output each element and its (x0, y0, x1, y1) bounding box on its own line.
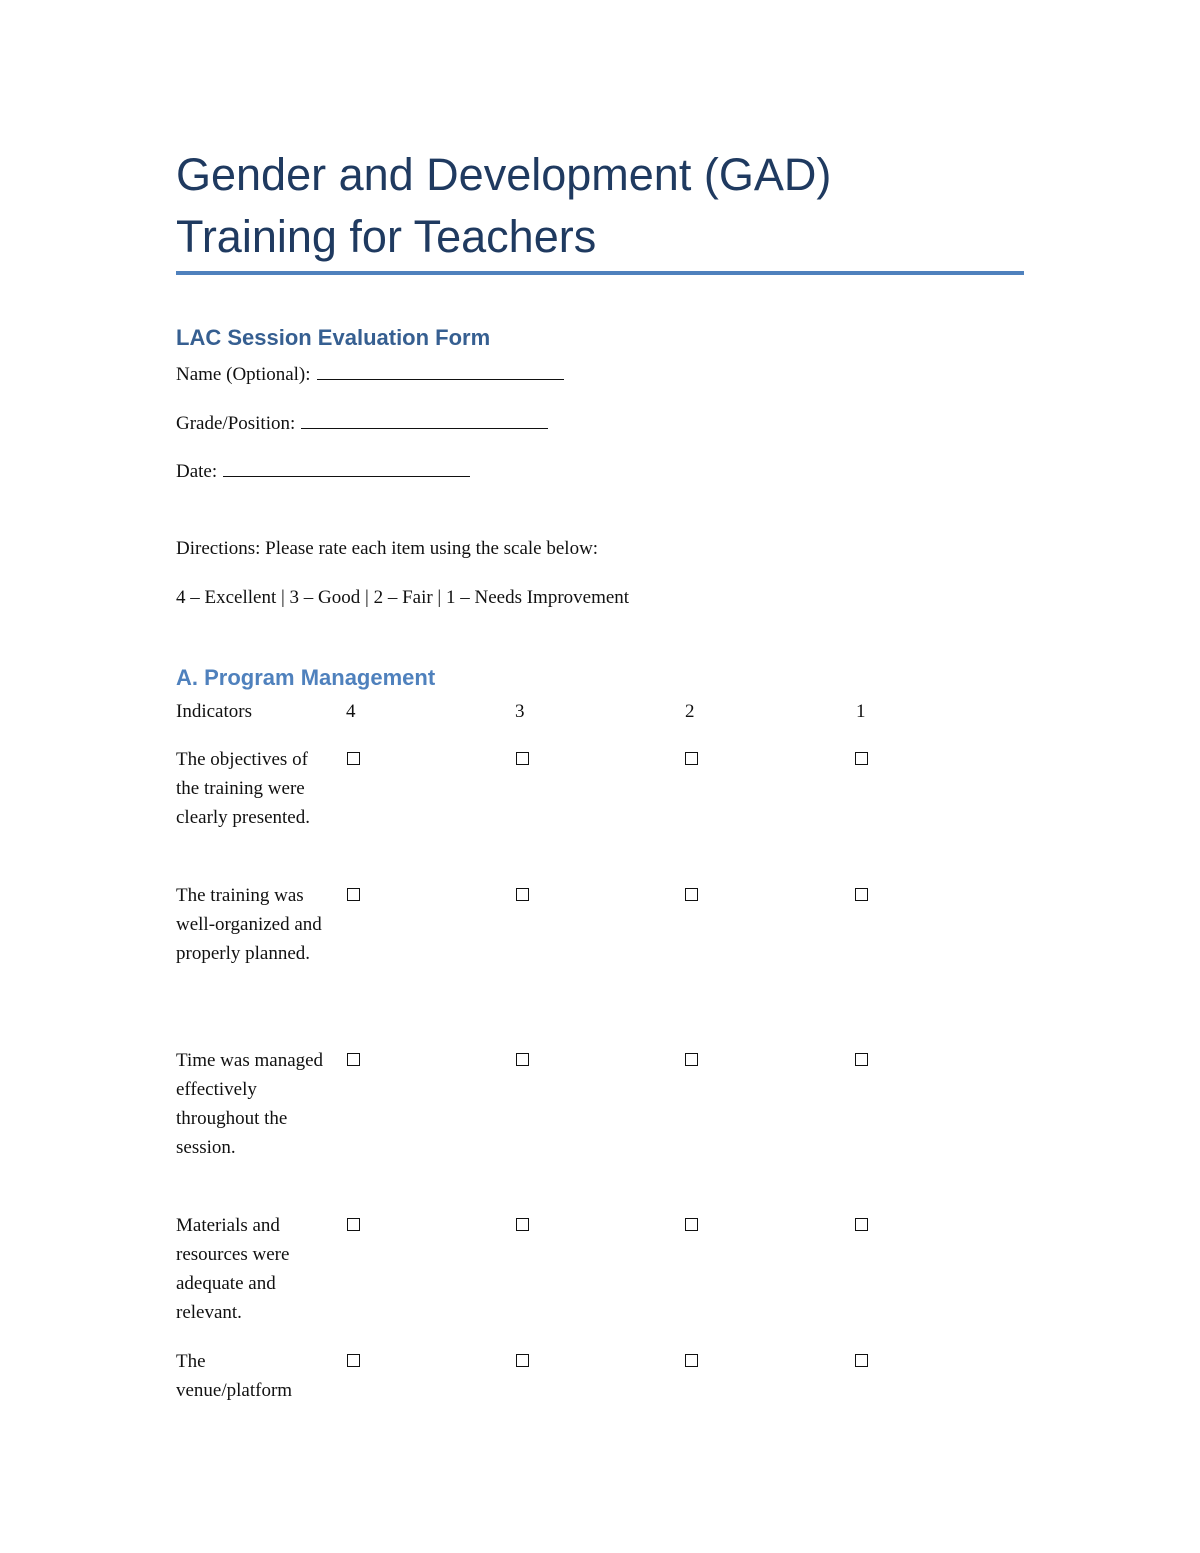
title-line-1: Gender and Development (GAD) (176, 149, 832, 200)
rating-2-checkbox[interactable] (685, 888, 698, 901)
indicator-text: The venue/platform (176, 1351, 293, 1401)
document-page (176, 0, 1024, 1553)
date-blank-line[interactable] (223, 458, 470, 477)
rating-2-checkbox[interactable] (685, 752, 698, 765)
rating-3-checkbox[interactable] (516, 1053, 529, 1066)
rating-scale-text: 4 – Excellent | 3 – Good | 2 – Fair | 1 – Needs Improvement (176, 587, 630, 608)
name-field (176, 361, 564, 388)
indicator-text: Materials and resources were adequate and relevant. (176, 1215, 290, 1323)
indicator-text: Time was managed effectively throughout the session. (176, 1050, 324, 1158)
rating-1-checkbox[interactable] (855, 1053, 868, 1066)
column-header-4: 4 (346, 701, 356, 722)
title-underline (176, 271, 1024, 275)
rating-2-checkbox[interactable] (685, 1053, 698, 1066)
grade-position-field (176, 410, 548, 437)
indicator-text: The objectives of the training were clearly presented. (176, 749, 310, 828)
name-blank-line[interactable] (317, 361, 564, 380)
section-a-heading: A. Program Management (176, 665, 436, 690)
rating-1-checkbox[interactable] (855, 1218, 868, 1231)
rating-3-checkbox[interactable] (516, 1218, 529, 1231)
column-header-3: 3 (515, 701, 525, 722)
title-line-2: Training for Teachers (176, 211, 597, 262)
grade-position-blank-line[interactable] (301, 410, 548, 429)
rating-1-checkbox[interactable] (855, 1354, 868, 1367)
rating-2-checkbox[interactable] (685, 1354, 698, 1367)
rating-3-checkbox[interactable] (516, 752, 529, 765)
rating-1-checkbox[interactable] (855, 888, 868, 901)
rating-3-checkbox[interactable] (516, 888, 529, 901)
rating-4-checkbox[interactable] (347, 1354, 360, 1367)
column-header-1: 1 (856, 701, 866, 722)
rating-3-checkbox[interactable] (516, 1354, 529, 1367)
rating-1-checkbox[interactable] (855, 752, 868, 765)
indicator-text: The training was well-organized and properly planned. (176, 885, 322, 964)
rating-2-checkbox[interactable] (685, 1218, 698, 1231)
document-title (176, 144, 1024, 268)
rating-4-checkbox[interactable] (347, 752, 360, 765)
date-label: Date: (176, 461, 218, 482)
rating-4-checkbox[interactable] (347, 888, 360, 901)
column-header-indicators: Indicators (176, 701, 252, 722)
name-field-label: Name (Optional): (176, 364, 311, 385)
directions-text: Directions: Please rate each item using the scale below: (176, 538, 599, 559)
form-subtitle: LAC Session Evaluation Form (176, 325, 491, 350)
rating-4-checkbox[interactable] (347, 1218, 360, 1231)
rating-4-checkbox[interactable] (347, 1053, 360, 1066)
grade-position-label: Grade/Position: (176, 413, 296, 434)
column-header-2: 2 (685, 701, 695, 722)
date-field (176, 458, 470, 485)
